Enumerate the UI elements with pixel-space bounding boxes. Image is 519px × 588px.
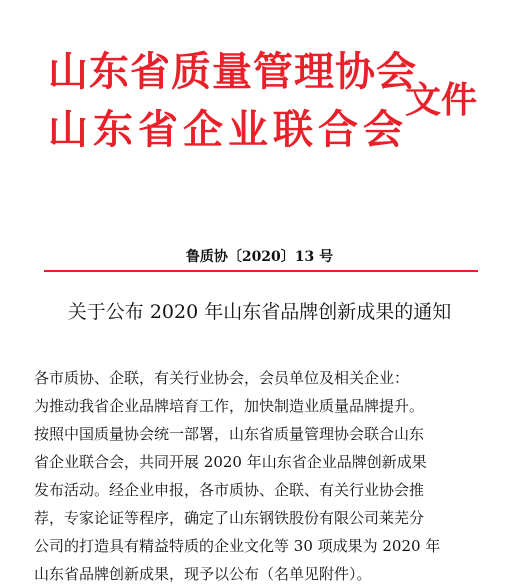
body-line: 荐，专家论证等程序，确定了山东钢铁股份有限公司莱芜分 xyxy=(34,509,425,527)
body-line: 按照中国质量协会统一部署，山东省质量管理协会联合山东 xyxy=(34,425,425,443)
document-number: 鲁质协〔2020〕13 号 xyxy=(185,249,334,265)
body-line: 省企业联合会，共同开展 2020 年山东省企业品牌创新成果 xyxy=(34,453,427,471)
body-line: 为推动我省企业品牌培育工作，加快制造业质量品牌提升。 xyxy=(34,397,425,415)
document-masthead xyxy=(0,0,519,170)
document-kind-label: 文件 xyxy=(405,79,478,121)
body-line: 各市质协、企联，有关行业协会，会员单位及相关企业： xyxy=(34,369,410,387)
body-line: 发布活动。经企业申报，各市质协、企联、有关行业协会推 xyxy=(34,481,425,499)
document-title: 关于公布 2020 年山东省品牌创新成果的通知 xyxy=(67,301,452,323)
issuer-name-enterprise-confederation: 山东省企业联合会 xyxy=(48,106,408,153)
document-body xyxy=(34,364,494,588)
issuer-name-quality-association: 山东省质量管理协会 xyxy=(48,48,417,95)
body-line: 公司的打造具有精益特质的企业文化等 30 项成果为 2020 年 xyxy=(34,537,441,555)
masthead-divider xyxy=(44,270,478,272)
body-line: 山东省品牌创新成果，现予以公布（名单见附件）。 xyxy=(34,565,372,583)
